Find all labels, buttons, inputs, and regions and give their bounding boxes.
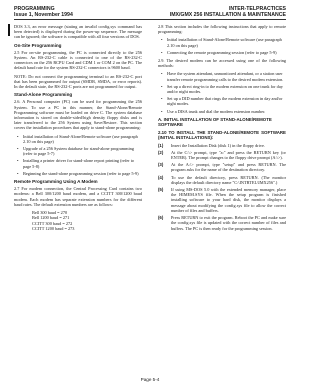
list-item: • Initial installation of Stand-Alone/Remote software (use paragraph 2.10 on this page): [23, 134, 142, 144]
paragraph-2-9: 2.9. The desired modem can be accessed using one of the following methods:: [158, 58, 286, 69]
step-number: (2): [158, 149, 164, 155]
list-item: • Have the system attendant, unmonitored attendant, or a station user transfer remote programming calls to the desired modem extension.: [167, 71, 286, 81]
list-item: • Set up a direct ring-in to the modem extension on one trunk for day and/or night modes.: [167, 84, 286, 94]
heading-remote-modem: Remote Programming Using A Modem: [14, 179, 98, 185]
step-number: (4): [158, 174, 164, 180]
running-header-left: [14, 6, 73, 18]
header-manual-title: IMX/GMX 256 INSTALLATION & MAINTENANCE: [169, 12, 286, 18]
extension-line: CCITT 1200 baud = 273: [32, 225, 75, 231]
step-text: At the C:\> prompt, type "a:" and press the RETURN key (or ENTER). The prompt changes to the floppy drive prompt (A:\>).: [171, 149, 286, 161]
step-text: If using MS-DOS 5.0 with the extended memory manager, place the HIMEM.SYS file. When the setup program is finished installing software to your hard disk, the monitor displays a message about modifying the config.sys file to allow the correct number of files and buffers.: [171, 187, 286, 213]
install-step: [158, 150, 286, 160]
step-text: To use the default directory, press RETURN. (The monitor displays the default directory name "C:\INTRTEL\IMX256".): [171, 174, 286, 185]
install-step: [158, 175, 286, 185]
step-text: Insert the Installation Disk (disk 1) in the floppy drive.: [171, 142, 266, 148]
step-text: Press RETURN to exit the program. Reboot the PC and make sure the config.sys file is updated with the correct number of files and buffers. The PC is then ready for the programming session.: [171, 215, 286, 231]
list-item: • Initial installation of Stand-Alone/Remote software (use paragraph 2.10 on this page): [167, 37, 286, 47]
change-bar: [8, 24, 10, 36]
step-number: (3): [158, 162, 164, 168]
install-steps: [158, 143, 286, 231]
heading-stand-alone: Stand-Alone Programming: [14, 92, 73, 98]
install-step: [158, 162, 286, 172]
step-text: At the A:\> prompt, type "setup" and press RETURN. The program asks for the name of the destination directory.: [171, 162, 286, 173]
remote-procedure-list: [158, 37, 286, 55]
modem-access-list: [158, 71, 286, 113]
list-item: • Connecting the remote programming session (refer to page 5-9): [167, 50, 286, 55]
left-column: [14, 24, 142, 234]
list-item: • Upgrade of a 256 System database for stand-alone programming (refer to page 5-7): [23, 146, 142, 156]
list-item: • Beginning the stand-alone programming session (refer to page 5-9): [23, 171, 142, 176]
step-number: (1): [158, 142, 164, 148]
list-item: • Set up a DID number that rings the modem extension in day and/or night modes.: [167, 96, 286, 106]
header-section-name: PROGRAMMING: [14, 6, 55, 12]
page-number: Page 5-4: [140, 377, 160, 382]
header-company: INTER-TELPRACTICES: [228, 6, 286, 12]
install-step: [158, 143, 286, 148]
paragraph-2-7: 2.7 For modem connection, the Central Processing Card contains two modems: a Bell 300/1200 baud modem, and a CCITT 300/1200 baud modem. Each modem has separate extension numbers for the different baud rates. The default extension numbers are as follows:: [14, 186, 142, 207]
step-number: (5): [158, 187, 164, 193]
list-item: • Installing a printer driver for stand-alone report printing (refer to page 5-8): [23, 158, 142, 168]
header-issue: Issue 1, November 1994: [14, 12, 73, 18]
install-step: [158, 215, 286, 231]
step-number: (6): [158, 215, 164, 221]
header-rule: [14, 19, 286, 20]
paragraph-2-6: 2.6. A Personal computer (PC) can be used for programming the 256 System. To use a PC in this manner, the Stand-Alone/Remote Programming software must be loaded on drive C. The system database information is stored on double-sided/high density floppy disks and is later transferred to the 256 System using Save/Restore. This section covers the installation procedures that apply to stand-alone programming:: [14, 99, 142, 131]
list-item: • Use a DISA trunk and dial the modem extension number.: [167, 109, 286, 114]
stand-alone-procedure-list: [14, 134, 142, 176]
paragraph-dos-note: DOS 3.3, an error message (stating an invalid config.sys command has been detected) is displayed during the power-up sequence. The message can be ignored; the software is compatible with all four versions of DOS.: [14, 24, 142, 40]
running-header-right: [170, 6, 286, 18]
modem-extension-list: [32, 210, 142, 231]
section-a-title: A. INITIAL INSTALLATION OF STAND-ALONE/REMOTE SOFTWARE: [158, 116, 272, 128]
paragraph-2-5: 2.5 For on-site programming, the PC is connected directly to the 256 System. An RS-232-C cable is connected to one of the RS-232-C connectors on the 256 RCPU Card and CDM 1 or COM 2 on the PC. The default baud rate for the system RS-232-C connectors is 9600 baud.: [14, 49, 142, 71]
extension-line: CCITT 300 baud = 272: [32, 220, 73, 226]
paragraph-note: NOTE: Do not connect the programming terminal to an RS-232-C port that has been programmed for output (SMDR, SMDA, or error reports). In the default state, the RS-232-C ports are not programmed for output.: [14, 73, 142, 90]
paragraph-2-10-heading: 2.10 TO INSTALL THE STAND-ALONE/REMOTE SOFTWARE (INITIAL INSTALLATIONS):: [158, 130, 286, 141]
heading-on-site: On-Site Programming: [14, 42, 62, 48]
install-step: [158, 187, 286, 213]
paragraph-2-8: 2.8 This section includes the following instructions that apply to remote programming:: [158, 24, 286, 35]
right-column: [158, 24, 286, 233]
extension-line: Bell 300 baud = 270: [32, 210, 68, 216]
extension-line: Bell 1200 baud = 271: [32, 215, 70, 221]
